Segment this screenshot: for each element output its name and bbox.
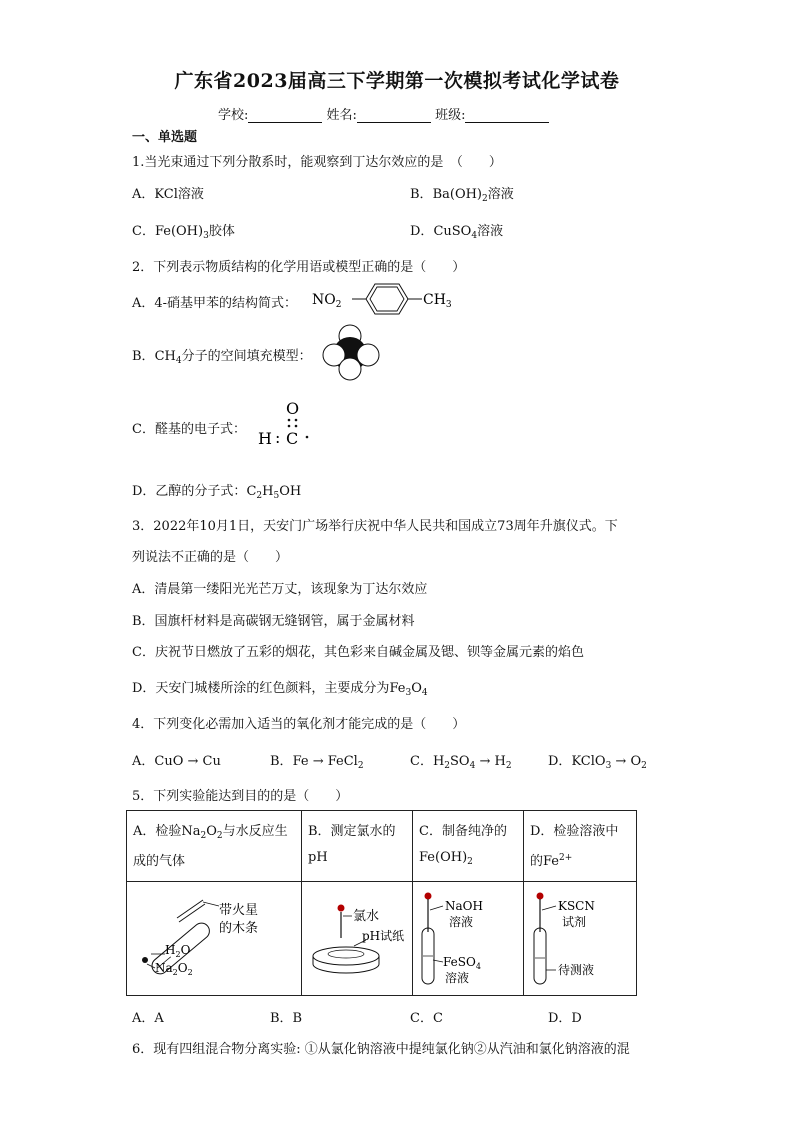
q1-option-c[interactable]: C．$Fe(OH)_3$胶体	[132, 224, 235, 241]
q1-stem: 1.当光束通过下列分散系时，能观察到丁达尔效应的是 （ ）	[132, 155, 502, 170]
benzene-inner-ring	[370, 287, 404, 311]
exp-figure-d	[524, 882, 637, 996]
q3-stem-line2: 列说法不正确的是（ ）	[132, 550, 289, 565]
school-label: 学校:	[218, 108, 249, 123]
svg-text:FeSO4: FeSO$_4$	[443, 955, 481, 971]
q5-option-b[interactable]: B．B	[270, 1011, 303, 1026]
name-blank[interactable]	[357, 108, 431, 123]
q2-option-c[interactable]: C．醛基的电子式：	[132, 422, 246, 437]
q4-option-c[interactable]: C．$H_2SO_4 \to H_2$	[410, 754, 512, 771]
svg-text:C: C	[286, 429, 299, 448]
benzene-ring	[366, 284, 408, 314]
q5-option-a[interactable]: A．A	[132, 1011, 164, 1026]
svg-text:试剂: 试剂	[562, 915, 587, 929]
svg-text:的木条: 的木条	[219, 921, 259, 936]
svg-text:待测液: 待测液	[558, 963, 595, 977]
nitrotoluene-structure	[310, 282, 455, 320]
svg-text:氯水: 氯水	[353, 909, 380, 924]
aldehyde-electron-formula	[254, 398, 314, 452]
q2-option-a[interactable]: A．4-硝基甲苯的结构简式：	[132, 296, 298, 311]
methyl-group: $CH_3$	[423, 292, 452, 310]
student-info-line	[218, 104, 549, 123]
q1-option-d[interactable]: D．CuSO$_4$溶液	[410, 224, 504, 241]
page-title: 广东省2023届高三下学期第一次模拟考试化学试卷	[174, 70, 620, 92]
exp-figure-c	[413, 882, 524, 996]
svg-text:H2O: $H_2O$	[165, 943, 191, 959]
class-blank[interactable]	[465, 108, 549, 123]
q1-option-a[interactable]: A．KCl溶液	[132, 187, 204, 202]
q3-option-a[interactable]: A．清晨第一缕阳光光芒万丈，该现象为丁达尔效应	[132, 582, 428, 597]
svg-text:溶液: 溶液	[445, 971, 470, 985]
q3-stem-line1: 3．2022年10月1日，天安门广场举行庆祝中华人民共和国成立73周年升旗仪式。下	[132, 519, 618, 534]
q3-option-b[interactable]: B．国旗杆材料是高碳钢无缝钢管，属于金属材料	[132, 614, 415, 629]
svg-text:pH试纸: pH试纸	[362, 929, 405, 943]
q4-option-b[interactable]: B．Fe → FeCl$_2$	[270, 754, 364, 771]
q3-option-d[interactable]: D．天安门城楼所涂的红色颜料，主要成分为$Fe_3O_4$	[132, 681, 428, 698]
svg-text:带火星: 带火星	[219, 903, 259, 918]
q4-option-a[interactable]: A．CuO → Cu	[132, 754, 221, 769]
q1-option-b[interactable]: B．$Ba(OH)_2$溶液	[410, 187, 514, 204]
experiment-table	[126, 810, 637, 996]
svg-text:KSCN: KSCN	[558, 899, 595, 913]
svg-text:NaOH: NaOH	[445, 899, 483, 913]
q5-option-d[interactable]: D．D	[548, 1011, 582, 1026]
q3-option-c[interactable]: C．庆祝节日燃放了五彩的烟花，其色彩来自碱金属及锶、钡等金属元素的焰色	[132, 645, 584, 660]
exp-header-b: B．测定氯水的pH	[302, 811, 413, 882]
q2-stem: 2．下列表示物质结构的化学用语或模型正确的是（ ）	[132, 260, 466, 275]
svg-text:H: H	[258, 429, 272, 448]
svg-text:溶液: 溶液	[449, 915, 474, 929]
exp-header-c: C．制备纯净的$Fe(OH)_2$	[413, 811, 524, 882]
section-heading: 一、单选题	[132, 130, 198, 145]
q2-option-d[interactable]: D．乙醇的分子式：$C_2H_5OH$	[132, 484, 302, 501]
q2-option-b[interactable]: B．$CH_4$分子的空间填充模型：	[132, 349, 312, 366]
exp-figure-b	[302, 882, 413, 996]
svg-text:Na2O2: $Na_2O_2$	[155, 961, 193, 977]
q4-stem: 4．下列变化必需加入适当的氧化剂才能完成的是（ ）	[132, 717, 466, 732]
svg-text:O: O	[286, 399, 300, 418]
exp-figure-a	[127, 882, 302, 996]
methane-space-filling-model	[320, 322, 384, 386]
q6-stem: 6．现有四组混合物分离实验: ①从氯化钠溶液中提纯氯化钠②从汽油和氯化钠溶液的混	[132, 1042, 630, 1057]
name-label: 姓名:	[326, 108, 357, 123]
nitro-group: $NO_2$	[312, 292, 342, 310]
svg-text::: :	[275, 428, 281, 447]
q5-stem: 5．下列实验能达到目的的是（ ）	[132, 789, 349, 804]
class-label: 班级:	[435, 108, 466, 123]
school-blank[interactable]	[248, 108, 322, 123]
q5-option-c[interactable]: C．C	[410, 1011, 443, 1026]
exp-header-a: A．检验$Na_2O_2$与水反应生成的气体	[127, 811, 302, 882]
q4-option-d[interactable]: D．KClO$_3$ → $O_2$	[548, 754, 647, 771]
exp-header-d: D．检验溶液中的$Fe^{2+}$	[524, 811, 637, 882]
